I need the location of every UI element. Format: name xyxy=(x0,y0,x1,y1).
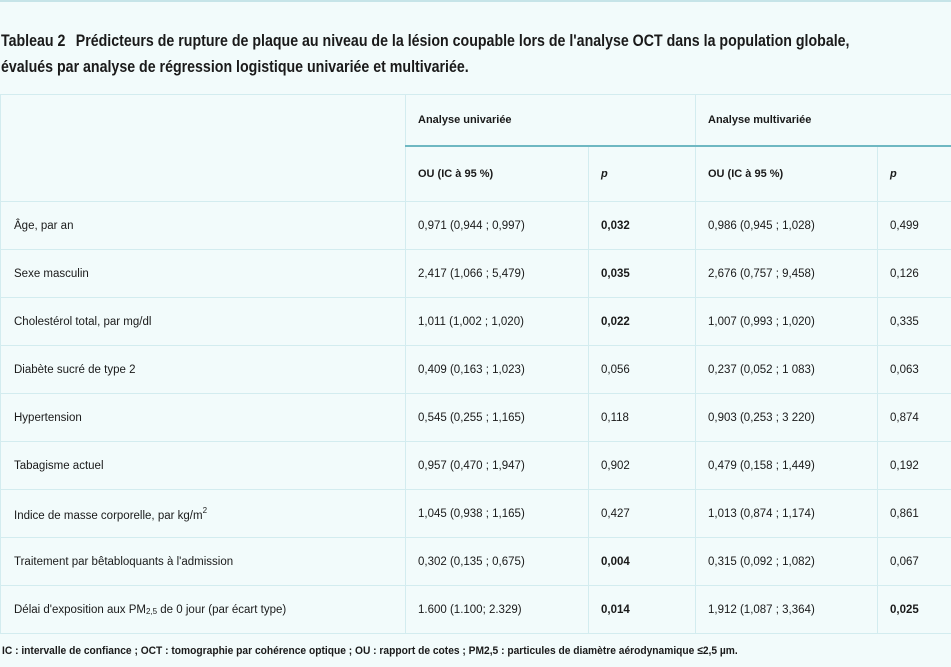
table-caption xyxy=(1,28,850,80)
multi-p-cell: 0,874 xyxy=(878,394,951,442)
table-row xyxy=(1,202,951,250)
table-row xyxy=(1,442,951,490)
row-label: Hypertension xyxy=(1,394,406,442)
row-label: Indice de masse corporelle, par $kg/m^2$ xyxy=(1,490,406,538)
uni-p-cell: 0,004 xyxy=(589,538,696,586)
multi-or-cell: 0,315 (0,092 ; 1,082) xyxy=(696,538,878,586)
multi-or-cell: 1,007 (0,993 ; 1,020) xyxy=(696,298,878,346)
row-label: Tabagisme actuel xyxy=(1,442,406,490)
header-multivariate: Analyse multivariée xyxy=(696,95,951,147)
multi-p-cell: 0,192 xyxy=(878,442,951,490)
multi-or-cell: 0,986 (0,945 ; 1,028) xyxy=(696,202,878,250)
uni-or-cell: 2,417 (1,066 ; 5,479) xyxy=(406,250,589,298)
multi-p-cell: 0,861 xyxy=(878,490,951,538)
uni-p-cell: 0,022 xyxy=(589,298,696,346)
row-label: Sexe masculin xyxy=(1,250,406,298)
header-blank-cell xyxy=(1,95,406,202)
table-row xyxy=(1,298,951,346)
multi-p-cell: 0,126 xyxy=(878,250,951,298)
subheader-multi-or: OU (IC à 95 %) xyxy=(696,146,878,202)
caption-title-line1: Prédicteurs de rupture de plaque au niveau de la lésion coupable lors de l'analyse OCT dans la population globale, xyxy=(75,32,850,50)
multi-p-cell: 0,067 xyxy=(878,538,951,586)
uni-or-cell: 0,409 (0,163 ; 1,023) xyxy=(406,346,589,394)
uni-or-cell: 1.600 (1.100; 2.329) xyxy=(406,586,589,634)
multi-or-cell: 1,013 (0,874 ; 1,174) xyxy=(696,490,878,538)
multi-or-cell: 1,912 (1,087 ; 3,364) xyxy=(696,586,878,634)
uni-p-cell: 0,035 xyxy=(589,250,696,298)
table-row xyxy=(1,586,951,634)
caption-title-line2: évalués par analyse de régression logistique univariée et multivariée. xyxy=(1,58,469,76)
header-univariate: Analyse univariée xyxy=(406,95,696,147)
uni-p-cell: 0,032 xyxy=(589,202,696,250)
multi-or-cell: 0,903 (0,253 ; 3 220) xyxy=(696,394,878,442)
multi-p-cell: 0,025 xyxy=(878,586,951,634)
table-number: Tableau 2 xyxy=(1,32,66,50)
subheader-uni-p: p xyxy=(589,146,696,202)
uni-p-cell: 0,118 xyxy=(589,394,696,442)
row-label: Diabète sucré de type 2 xyxy=(1,346,406,394)
table-row xyxy=(1,490,951,538)
regression-table xyxy=(0,94,951,634)
multi-p-cell: 0,063 xyxy=(878,346,951,394)
uni-or-cell: 0,971 (0,944 ; 0,997) xyxy=(406,202,589,250)
uni-p-cell: 0,014 xyxy=(589,586,696,634)
table-row xyxy=(1,346,951,394)
multi-p-cell: 0,335 xyxy=(878,298,951,346)
uni-p-cell: 0,427 xyxy=(589,490,696,538)
row-label: Âge, par an xyxy=(1,202,406,250)
uni-p-cell: 0,902 xyxy=(589,442,696,490)
multi-p-cell: 0,499 xyxy=(878,202,951,250)
uni-or-cell: 1,045 (0,938 ; 1,165) xyxy=(406,490,589,538)
row-label: Cholestérol total, par mg/dl xyxy=(1,298,406,346)
row-label: Délai d'exposition aux $PM_{2,5}$ de 0 jour (par écart type) xyxy=(1,586,406,634)
multi-or-cell: 0,479 (0,158 ; 1,449) xyxy=(696,442,878,490)
subheader-uni-or: OU (IC à 95 %) xyxy=(406,146,589,202)
uni-or-cell: 0,545 (0,255 ; 1,165) xyxy=(406,394,589,442)
table-row xyxy=(1,250,951,298)
table-row xyxy=(1,394,951,442)
top-divider xyxy=(0,0,951,2)
uni-or-cell: 0,302 (0,135 ; 0,675) xyxy=(406,538,589,586)
table-row xyxy=(1,538,951,586)
row-label: Traitement par bêtabloquants à l'admission xyxy=(1,538,406,586)
uni-or-cell: 1,011 (1,002 ; 1,020) xyxy=(406,298,589,346)
uni-p-cell: 0,056 xyxy=(589,346,696,394)
subheader-multi-p: p xyxy=(878,146,951,202)
multi-or-cell: 0,237 (0,052 ; 1 083) xyxy=(696,346,878,394)
uni-or-cell: 0,957 (0,470 ; 1,947) xyxy=(406,442,589,490)
multi-or-cell: 2,676 (0,757 ; 9,458) xyxy=(696,250,878,298)
table-footnote: IC : intervalle de confiance ; OCT : tomographie par cohérence optique ; OU : rapport de cotes ; PM2,5 : particules de diamètre aérodynamique ≤2,5 µm. xyxy=(2,645,738,657)
